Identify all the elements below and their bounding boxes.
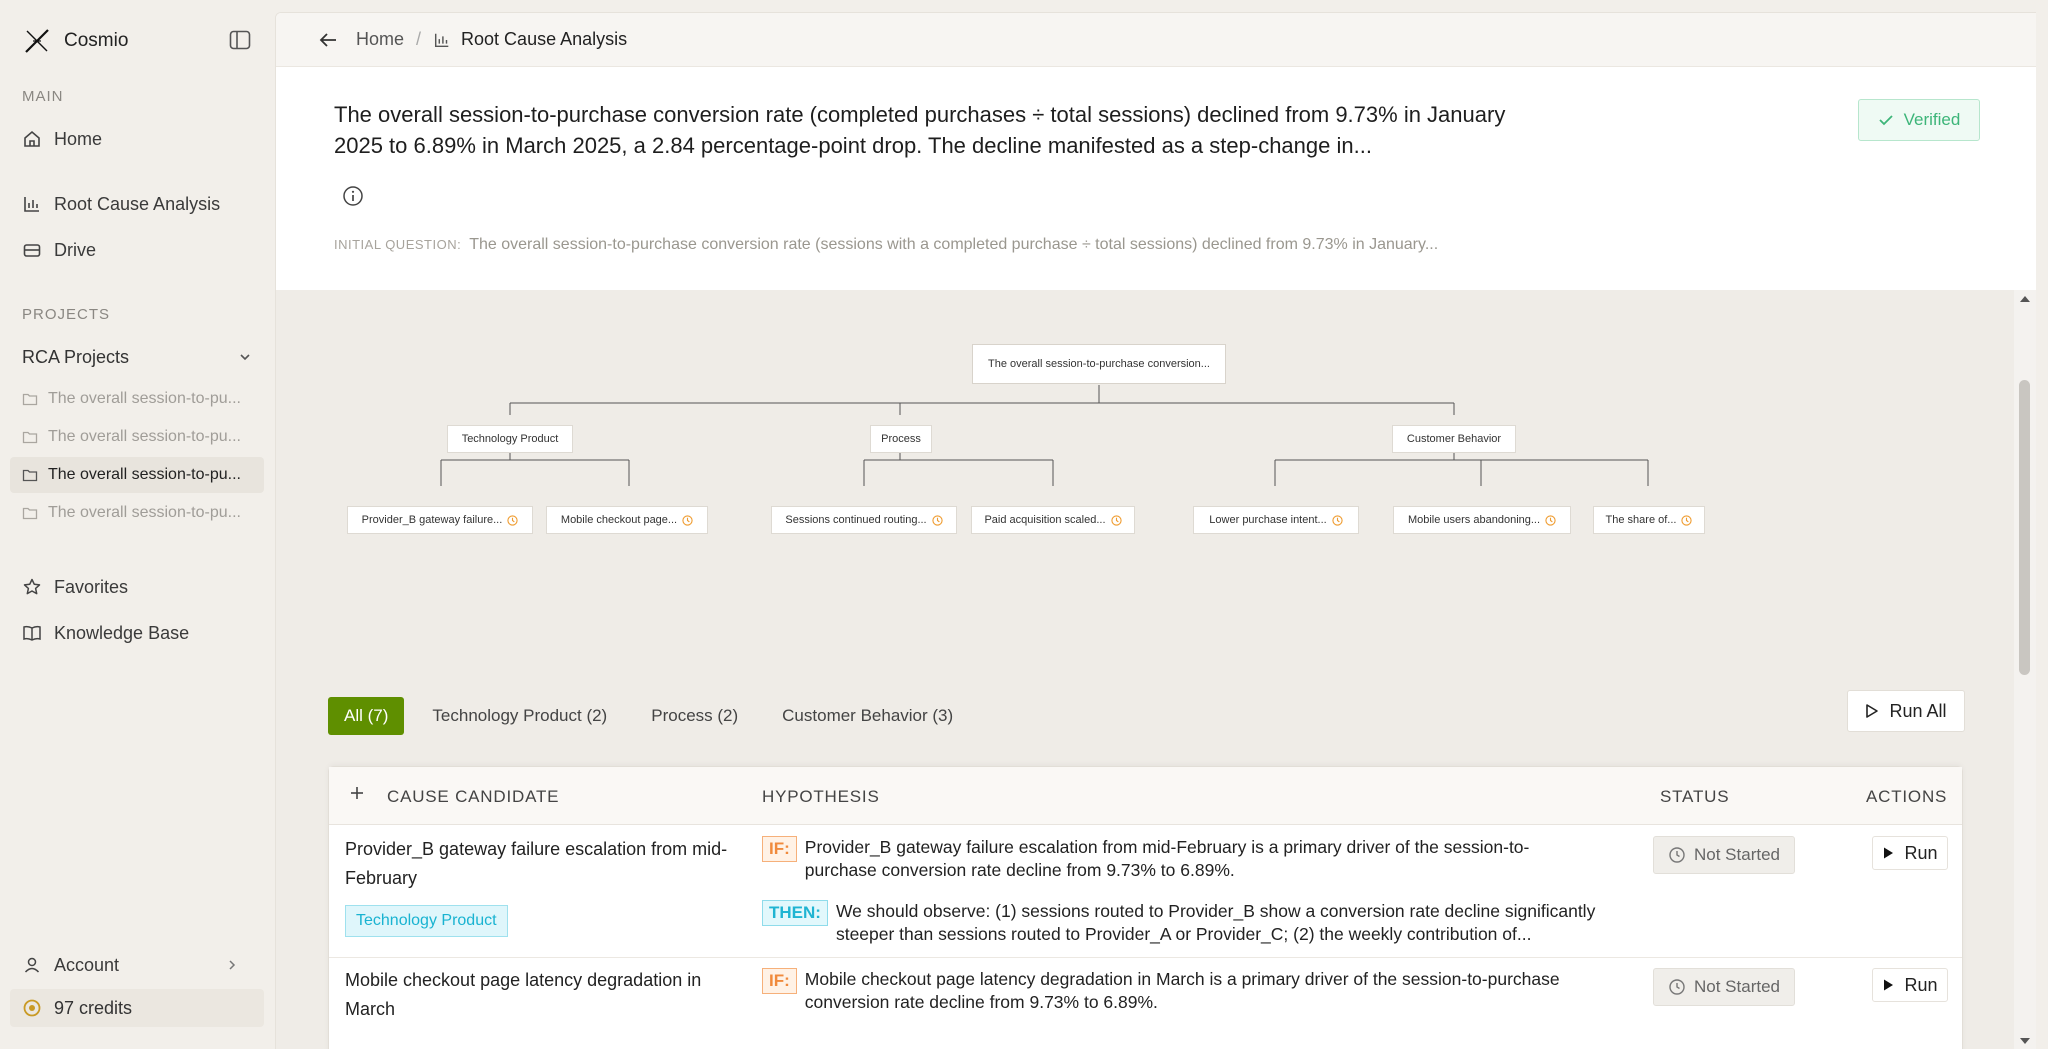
run-all-button[interactable] bbox=[1847, 690, 1965, 732]
account-label: Account bbox=[54, 954, 120, 975]
tree-leaf-node[interactable] bbox=[347, 506, 533, 534]
clock-icon bbox=[682, 515, 693, 526]
clock-icon bbox=[1681, 515, 1692, 526]
status-badge bbox=[1653, 968, 1795, 1006]
main-section-label: MAIN bbox=[22, 88, 64, 105]
clock-icon bbox=[932, 515, 943, 526]
analysis-summary: The overall session-to-purchase conversion rate (completed purchases ÷ total sessions) declined from 9.73% in January 2025 to 6.89% in March 2025, a 2.84 percentage-point drop. The decline manifested as a step-change in... bbox=[334, 102, 1506, 158]
filter-tab-all[interactable]: All (7) bbox=[328, 697, 404, 735]
hypothesis-then bbox=[762, 900, 1632, 946]
clock-icon bbox=[1111, 515, 1122, 526]
projects-section-label: PROJECTS bbox=[22, 306, 111, 323]
run-button[interactable] bbox=[1872, 968, 1948, 1002]
project-label: The overall session-to-pu... bbox=[48, 504, 241, 521]
scrollbar-thumb[interactable] bbox=[2019, 380, 2030, 675]
nav-home[interactable] bbox=[10, 119, 264, 159]
tree-leaf-node[interactable] bbox=[546, 506, 708, 534]
app-logo[interactable] bbox=[22, 26, 128, 56]
run-all-label: Run All bbox=[1889, 700, 1947, 721]
status-label: Not Started bbox=[1694, 845, 1780, 864]
project-item[interactable] bbox=[10, 495, 264, 531]
tree-leaf-node[interactable] bbox=[1193, 506, 1359, 534]
category-tag: Technology Product bbox=[345, 905, 508, 937]
tree-leaf-label: Mobile checkout page... bbox=[560, 514, 678, 526]
add-cause-icon[interactable] bbox=[349, 785, 365, 806]
clock-icon bbox=[1668, 846, 1686, 864]
initial-question bbox=[334, 236, 1438, 254]
tree-leaf-node[interactable] bbox=[1393, 506, 1571, 534]
filter-tab-technology-product[interactable]: Technology Product (2) bbox=[432, 706, 608, 725]
main-panel bbox=[275, 12, 2036, 1049]
filter-tab-customer-behavior[interactable]: Customer Behavior (3) bbox=[782, 706, 954, 725]
tree-leaf-label: Sessions continued routing... bbox=[785, 514, 927, 526]
scroll-up-arrow-icon[interactable] bbox=[2014, 290, 2036, 310]
play-outline-icon bbox=[1865, 703, 1879, 719]
project-label: The overall session-to-pu... bbox=[48, 466, 241, 483]
tree-leaf-label: Provider_B gateway failure... bbox=[361, 514, 503, 526]
breadcrumb-separator: / bbox=[416, 29, 422, 49]
play-icon bbox=[1882, 846, 1894, 860]
app-name: Cosmio bbox=[64, 30, 129, 51]
star-icon bbox=[22, 577, 42, 597]
project-item[interactable] bbox=[10, 381, 264, 417]
cause-title: Provider_B gateway failure escalation from mid-February bbox=[345, 839, 728, 888]
folder-icon bbox=[22, 506, 38, 520]
book-icon bbox=[22, 623, 42, 643]
home-icon bbox=[22, 129, 42, 149]
then-text: We should observe: (1) sessions routed to Provider_B show a conversion rate decline significantly steeper than sessions routed to Provider_A or Provider_C; (2) the weekly contribution of... bbox=[835, 901, 1596, 944]
table-header bbox=[329, 767, 1962, 825]
tree-leaf-label: Lower purchase intent... bbox=[1209, 514, 1327, 526]
chevron-right-icon bbox=[226, 958, 238, 972]
tree-leaf-label: Paid acquisition scaled... bbox=[984, 514, 1106, 526]
info-icon[interactable] bbox=[342, 185, 364, 212]
hypothesis-if bbox=[762, 968, 1582, 1014]
project-item-active[interactable] bbox=[10, 457, 264, 493]
hypothesis-if bbox=[762, 836, 1582, 882]
clock-icon bbox=[1545, 515, 1556, 526]
chevron-down-icon bbox=[238, 350, 252, 364]
breadcrumb-home[interactable]: Home bbox=[356, 29, 405, 49]
tree-root-node[interactable]: The overall session-to-purchase conversion... bbox=[973, 345, 1225, 383]
header-status: STATUS bbox=[1660, 787, 1730, 806]
if-text: Provider_B gateway failure escalation from mid-February is a primary driver of the session-to-purchase conversion rate decline from 9.73% to 6.89%. bbox=[804, 837, 1530, 880]
chart-icon bbox=[22, 194, 42, 214]
nav-drive[interactable] bbox=[10, 230, 264, 270]
project-label: The overall session-to-pu... bbox=[48, 428, 241, 445]
tree-leaf-label: The share of... bbox=[1605, 514, 1677, 526]
then-keyword: THEN: bbox=[762, 900, 828, 926]
run-label: Run bbox=[1904, 974, 1938, 995]
clock-icon bbox=[1668, 978, 1686, 996]
account-menu[interactable] bbox=[10, 945, 264, 985]
cosmio-logo-icon bbox=[22, 26, 52, 56]
table-row[interactable] bbox=[329, 958, 1962, 1049]
nav-favorites[interactable] bbox=[10, 567, 264, 607]
nav-root-cause-analysis[interactable] bbox=[10, 184, 264, 224]
filter-tab-process[interactable]: Process (2) bbox=[651, 706, 739, 725]
nav-favorites-label: Favorites bbox=[54, 576, 129, 597]
user-icon bbox=[22, 955, 42, 975]
clock-icon bbox=[1332, 515, 1343, 526]
header-cause-candidate: CAUSE CANDIDATE bbox=[387, 787, 560, 806]
status-badge bbox=[1653, 836, 1795, 874]
nav-home-label: Home bbox=[54, 128, 103, 149]
check-icon bbox=[1878, 113, 1894, 127]
folder-icon bbox=[22, 430, 38, 444]
chart-icon bbox=[433, 31, 451, 49]
nav-rca-label: Root Cause Analysis bbox=[54, 193, 221, 214]
if-keyword: IF: bbox=[762, 836, 797, 862]
if-keyword: IF: bbox=[762, 968, 797, 994]
tree-leaf-node[interactable] bbox=[771, 506, 957, 534]
tree-category-node[interactable]: Technology Product bbox=[447, 425, 573, 453]
scroll-down-arrow-icon[interactable] bbox=[2014, 1030, 2036, 1049]
cause-candidates-table bbox=[328, 766, 1963, 1049]
rca-projects-toggle[interactable] bbox=[22, 344, 252, 370]
back-arrow-icon[interactable] bbox=[318, 31, 338, 49]
if-text: Mobile checkout page latency degradation in March is a primary driver of the session-to-purchase conversion rate decline from 9.73% to 6.89%. bbox=[804, 969, 1560, 1012]
rca-projects-label: RCA Projects bbox=[22, 346, 130, 367]
clock-icon bbox=[507, 515, 518, 526]
credits-label: 97 credits bbox=[54, 997, 133, 1018]
category-filter-tabs bbox=[328, 697, 981, 735]
play-icon bbox=[1882, 978, 1894, 992]
table-row[interactable] bbox=[329, 825, 1962, 958]
tree-leaf-label: Mobile users abandoning... bbox=[1407, 514, 1541, 526]
nav-drive-label: Drive bbox=[54, 239, 97, 260]
run-button[interactable] bbox=[1872, 836, 1948, 870]
breadcrumb bbox=[276, 13, 2036, 67]
project-label: The overall session-to-pu... bbox=[48, 390, 241, 407]
verified-badge bbox=[1858, 99, 1980, 141]
tree-category-node[interactable]: Customer Behavior bbox=[1392, 425, 1516, 453]
header-hypothesis: HYPOTHESIS bbox=[762, 787, 880, 806]
initial-question-text: The overall session-to-purchase conversion rate (sessions with a completed purchase ÷ total sessions) declined from 9.73% in January... bbox=[469, 236, 1439, 253]
sidebar-toggle-icon[interactable] bbox=[229, 30, 251, 50]
coin-icon bbox=[22, 998, 42, 1018]
nav-knowledge-base[interactable] bbox=[10, 613, 264, 653]
tree-leaf-node[interactable] bbox=[1593, 506, 1705, 534]
folder-icon bbox=[22, 392, 38, 406]
run-label: Run bbox=[1904, 842, 1938, 863]
nav-knowledge-base-label: Knowledge Base bbox=[54, 622, 190, 643]
credits-badge[interactable] bbox=[10, 989, 264, 1027]
account-wrap bbox=[22, 955, 119, 976]
sidebar bbox=[0, 0, 275, 1049]
breadcrumb-current bbox=[433, 29, 627, 50]
initial-question-label: INITIAL QUESTION: bbox=[334, 237, 462, 252]
breadcrumb-current-label: Root Cause Analysis bbox=[461, 29, 628, 49]
cause-tree-canvas bbox=[276, 290, 2036, 1049]
folder-icon bbox=[22, 468, 38, 482]
header-actions: ACTIONS bbox=[1866, 787, 1948, 806]
project-item[interactable] bbox=[10, 419, 264, 455]
tree-category-node[interactable]: Process bbox=[870, 425, 932, 453]
status-label: Not Started bbox=[1694, 977, 1780, 996]
drive-icon bbox=[22, 240, 42, 260]
cause-title: Mobile checkout page latency degradation in March bbox=[345, 970, 702, 1019]
scrollbar[interactable] bbox=[2014, 290, 2036, 1049]
tree-leaf-node[interactable] bbox=[971, 506, 1135, 534]
verified-label: Verified bbox=[1903, 110, 1961, 129]
